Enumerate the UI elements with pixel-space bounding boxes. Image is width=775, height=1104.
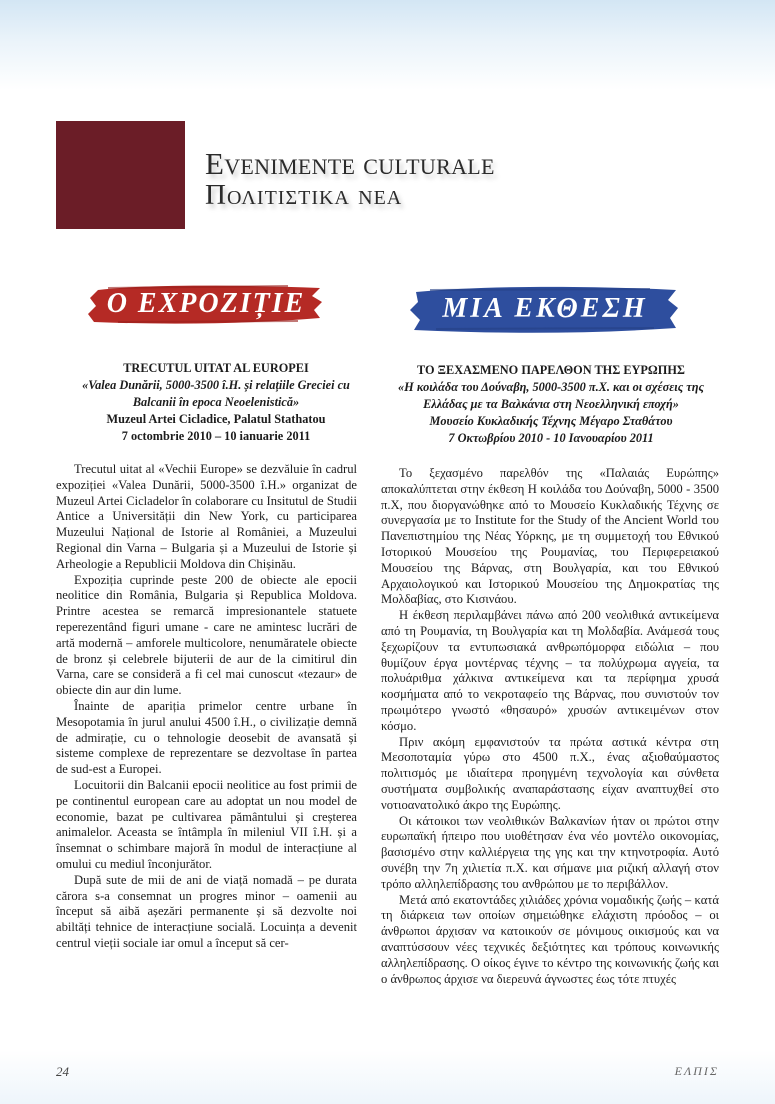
heading-ro-title: TRECUTUL UITAT AL EUROPEI <box>123 361 309 375</box>
paragraph: Trecutul uitat al «Vechii Europe» se dezvăluie în cadrul expoziției «Valea Dunării, 5000-3500 î.H.» organizat de Muzeul Artei Cicladelor în colaborare cu Insitutul de Studii Antice a Universității din New York, cu participarea Muzeului Național de Istorie al României, a Muzeului Regional din Varna – Bulgaria și a Muzeului de Istorie și Arheologie a Republicii Moldova din Chișinău. <box>56 462 357 571</box>
heading-gr-title: ΤΟ ΞΕΧΑΣΜΕΝΟ ΠΑΡΕΛΘΟΝ ΤΗΣ ΕΥΡΩΠΗΣ <box>417 363 685 377</box>
heading-ro-venue: Muzeul Artei Cicladice, Palatul Stathatou <box>106 412 326 426</box>
heading-romanian <box>62 360 370 445</box>
banner-romanian <box>88 282 324 326</box>
heading-ro-subtitle: «Valea Dunării, 5000-3500 î.H. și relațiile Greciei cu Balcanii în epoca Neoelenistică» <box>82 378 350 409</box>
paragraph: Πριν ακόμη εμφανιστούν τα πρώτα αστικά κέντρα στη Μεσοποταμία γύρω στο 4500 π.Χ., ένας αξιοθαύμαστος πολιτισμός με ιδιαίτερα προηγμένη τεχνολογία και σύνθετα συστήματα συμβολικής αναπαράστασης είχαν αναπτυχθεί στο νοτιοανατολικό άκρο της Ευρώπης. <box>381 734 719 812</box>
heading-gr-subtitle: «Η κοιλάδα του Δούναβη, 5000-3500 π.Χ. και οι σχέσεις της Ελλάδας με τα Βαλκάνια στη Νεοελληνική εποχή» <box>398 380 704 411</box>
paragraph: Το ξεχασμένο παρελθόν της «Παλαιάς Ευρώπης» αποκαλύπτεται στην έκθεση Η κοιλάδα του Δούναβη, 5000 - 3500 π.Χ, που διοργανώθηκε από το Μουσείο Κυκλαδικής Τέχνης σε συνεργασία με το Institute for the Study of the Ancient World του Πανεπιστημίου της Νέας Υόρκης, με τη συμμετοχή του Εθνικού Ιστορικού Μουσείου της Ρουμανίας, του Περιφερειακού Μουσείου της Βάρνας, στη Βουλγαρία, και του Εθνικού Αρχαιολογικού και Ιστορικού Μουσείου της Δημοκρατίας της Μολδαβίας, στο Κισινάου. <box>381 466 719 607</box>
heading-gr-dates: 7 Οκτωβρίου 2010 - 10 Ιανουαρίου 2011 <box>448 431 654 445</box>
page-number: 24 <box>56 1064 69 1079</box>
heading-gr-venue: Μουσείο Κυκλαδικής Τέχνης Μέγαρο Σταθάτου <box>429 414 673 428</box>
section-title-ro: Evenimente culturale <box>205 146 495 181</box>
heading-greek <box>382 362 720 447</box>
banner-romanian-label: O EXPOZIȚIE <box>106 288 306 319</box>
section-title <box>205 148 495 210</box>
paragraph: Expoziția cuprinde peste 200 de obiecte ale epocii neolitice din România, Bulgaria și Republica Moldova. Printre acestea se remarcă impresionantele statuete reperezentând figuri umane - care ne amintesc lucrări de artă modernă – amforele multicolore, nenumăratele obiecte de bronz și celebrele bijuterii de aur de la cimitirul din Varna, care se consideră a fi cel mai cunoscut «tezaur» de obiecte din aur din lume. <box>56 572 357 698</box>
heading-ro-dates: 7 octombrie 2010 – 10 ianuarie 2011 <box>121 429 311 443</box>
paragraph: Locuitorii din Balcanii epocii neolitice au fost primii de pe continentul european care au adoptat un nou model de economie, bazat pe cultivarea pământului și creșterea animalelor. Aceasta se întâmpla în mileniul VII î.H. și a însemnat o schimbare majoră în modul de interacțiune al omului cu mediul înconjurător. <box>56 777 357 871</box>
article-column-greek <box>381 466 719 987</box>
paragraph: Οι κάτοικοι των νεολιθικών Βαλκανίων ήταν οι πρώτοι στην ευρωπαϊκή ήπειρο που υιοθέτησαν ένα νέο μοντέλο οικονομίας, βασισμένο στην καλλιέργεια της γης και την κτηνοτροφία. Αυτό συνέβη την 7η χιλιετία π.Χ. και σήμανε μια ριζική αλλαγή στον τρόπο αλληλεπίδρασης του ανθρώπου με το περιβάλλον. <box>381 813 719 891</box>
paragraph: Η έκθεση περιλαμβάνει πάνω από 200 νεολιθικά αντικείμενα από τη Ρουμανία, τη Βουλγαρία και τη Μολδαβία. Ανάμεσά τους ξεχωρίζουν τα εντυπωσιακά ανθρωπόμορφα ειδώλια – που θυμίζουν έργα μοντέρνας τέχνης – τα πολύχρωμα αγγεία, τα πολυάριθμα χάλκινα αντικείμενα και τα περίφημα χρυσά κοσμήματα από το νεκροταφείο της Βάρνας, που συνιστούν τον πρωιμότερο γνωστό «θησαυρό» χρυσών αντικειμένων στον κόσμο. <box>381 608 719 733</box>
banner-greek <box>410 284 680 334</box>
article-column-romanian <box>56 462 357 952</box>
paragraph: Μετά από εκατοντάδες χιλιάδες χρόνια νομαδικής ζωής – κατά τη διάρκεια των οποίων σημειώθηκε ελάχιστη πρόοδος – οι άνθρωποι άρχισαν να κατοικούν σε μόνιμους οικισμούς και να αναπτύσσουν νέες τεχνικές δεξιότητες και τρόπους κοινωνικής αλληλεπίδρασης. Ο οίκος έγινε το κέντρο της κοινωνικής ζωής και ο άνθρωπος άρχισε να διερευνά άγνωστες έως τότε πτυχές <box>381 892 719 986</box>
paragraph: După sute de mii de ani de viață nomadă – pe durata cărora s-a consemnat un progres minor – oamenii au început să aibă așezări permanente și să dezvolte noi abiltăți tehnice de interacțiune socială. Locuința a devenit centrul vieții sociale iar omul a început să cer- <box>56 872 357 950</box>
banner-greek-label: ΜΙΑ ΕΚΘΕΣΗ <box>442 293 648 324</box>
section-title-gr: Πολιτιστικα νεα <box>205 179 403 211</box>
accent-square <box>56 121 185 229</box>
magazine-brand: ΕΛΠΙΣ <box>674 1064 719 1078</box>
paragraph: Înainte de apariția primelor centre urbane în Mesopotamia în jurul anului 4500 î.H., o civilizație demnă de admirație, cu o tehnologie deosebit de avansată și sisteme complexe de reprezentare se dezvoltase în partea de sud-est a Europei. <box>56 698 357 777</box>
